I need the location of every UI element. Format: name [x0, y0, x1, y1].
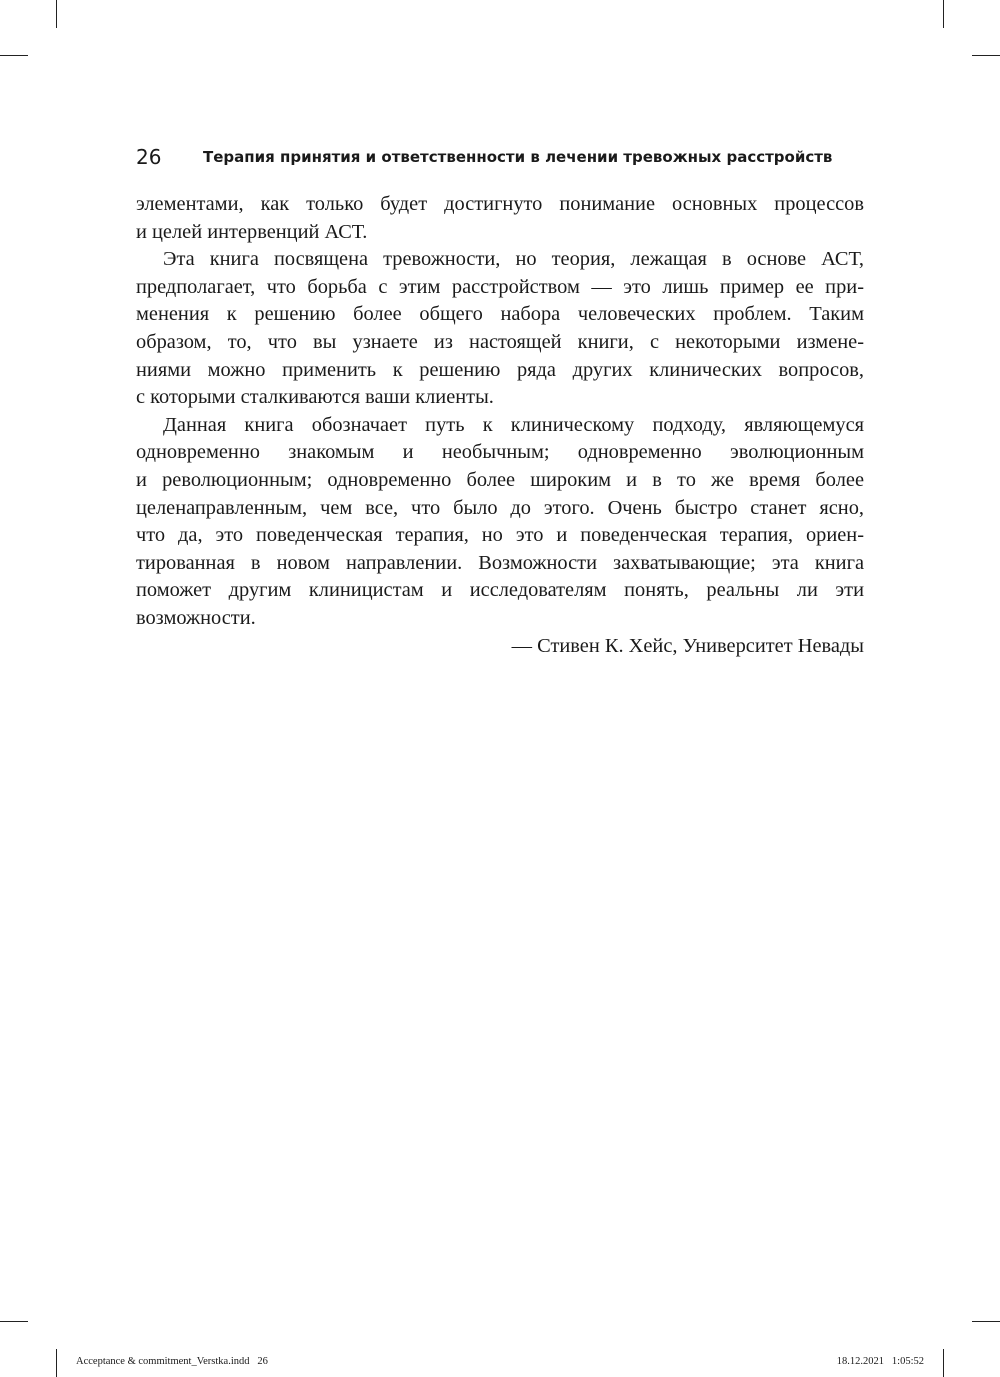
page-number: 26	[136, 145, 162, 169]
text-line: предполагает, что борьба с этим расстройством — это лишь пример ее при-	[136, 275, 864, 298]
text-line: и революционным; одновременно более широким и в то же время более	[136, 468, 864, 491]
text-line: элементами, как только будет достигнуто понимание основных процессов	[136, 193, 864, 215]
text-line: одновременно знакомым и необычным; одновременно эволюционным	[136, 441, 864, 464]
text-line: Данная книга обозначает путь к клиническому подходу, являющемуся	[163, 413, 864, 436]
body-text	[136, 191, 864, 660]
footer-file-slug: Acceptance & commitment_Verstka.indd 26	[76, 1356, 268, 1367]
text-line: и целей интервенций АСТ.	[136, 220, 368, 243]
text-line: Эта книга посвящена тревожности, но теория, лежащая в основе АСТ,	[163, 248, 864, 271]
text-line: возможности.	[136, 606, 256, 629]
running-title: Терапия принятия и ответственности в лечении тревожных расстройств	[203, 148, 833, 166]
crop-mark-bottom-right	[943, 1349, 944, 1377]
text-line: что да, это поведенческая терапия, но это и поведенческая терапия, ориен-	[136, 524, 864, 547]
text-line: целенаправленным, чем все, что было до этого. Очень быстро станет ясно,	[136, 496, 864, 519]
crop-mark-top-left-h	[0, 55, 28, 56]
crop-mark-top-left	[56, 0, 57, 28]
signature: — Стивен К. Хейс, Университет Невады	[511, 634, 864, 657]
crop-mark-bottom-right-h	[972, 1321, 1000, 1322]
text-line: ниями можно применить к решению ряда других клинических вопросов,	[136, 358, 864, 381]
text-line: с которыми сталкиваются ваши клиенты.	[136, 386, 494, 409]
text-line: тированная в новом направлении. Возможности захватывающие; эта книга	[136, 551, 864, 574]
crop-mark-top-right	[943, 0, 944, 28]
text-line: образом, то, что вы узнаете из настоящей книги, с некоторыми измене-	[136, 330, 864, 353]
footer-timestamp: 18.12.2021 1:05:52	[836, 1356, 924, 1367]
text-line: менения к решению более общего набора человеческих проблем. Таким	[136, 303, 864, 326]
crop-mark-bottom-left	[56, 1349, 57, 1377]
crop-mark-bottom-left-h	[0, 1321, 28, 1322]
crop-mark-top-right-h	[972, 55, 1000, 56]
text-line: поможет другим клиницистам и исследователям понять, реальны ли эти	[136, 579, 864, 602]
